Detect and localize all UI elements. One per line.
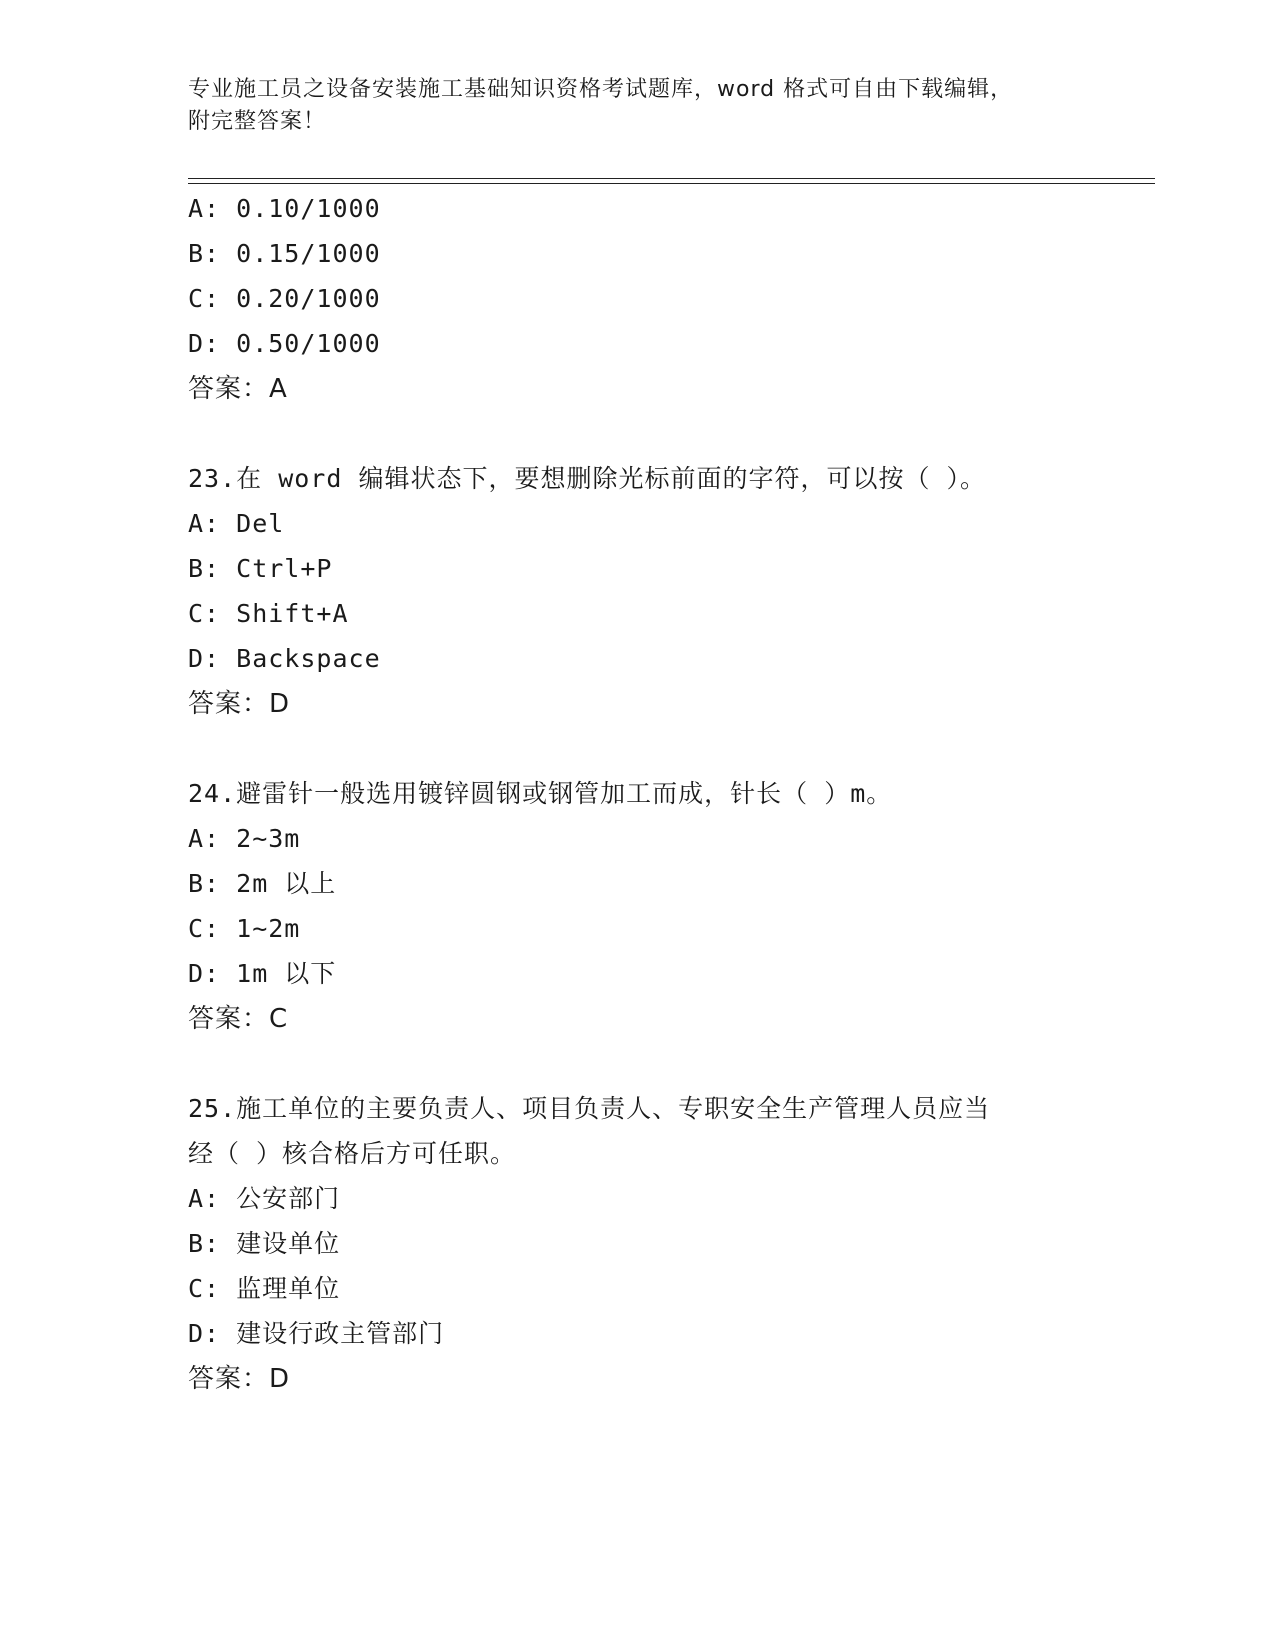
q24-option-d: D: 1m 以下 xyxy=(188,959,337,988)
q25-question-line-2: 经（ ）核合格后方可任职。 xyxy=(188,1139,517,1168)
q23-option-c: C: Shift+A xyxy=(188,599,349,628)
q22-option-d: D: 0.50/1000 xyxy=(188,329,381,358)
q25-question-line-1: 25.施工单位的主要负责人、项目负责人、专职安全生产管理人员应当 xyxy=(188,1094,991,1123)
q24-question: 24.避雷针一般选用镀锌圆钢或钢管加工而成，针长（ ）m。 xyxy=(188,779,893,808)
q25-option-c: C: 监理单位 xyxy=(188,1274,341,1303)
q22-option-a: A: 0.10/1000 xyxy=(188,194,381,223)
q25-option-b: B: 建设单位 xyxy=(188,1229,341,1258)
q22-option-c: C: 0.20/1000 xyxy=(188,284,381,313)
q24-option-b: B: 2m 以上 xyxy=(188,869,337,898)
q22-answer: 答案：A xyxy=(188,374,288,404)
q24-option-a: A: 2~3m xyxy=(188,824,301,853)
header-line-1: 专业施工员之设备安装施工基础知识资格考试题库，word 格式可自由下载编辑， xyxy=(188,77,1014,102)
q24-answer: 答案：C xyxy=(188,1004,289,1034)
q23-question: 23.在 word 编辑状态下，要想删除光标前面的字符，可以按（ ）。 xyxy=(188,464,987,493)
q23-option-a: A: Del xyxy=(188,509,285,538)
q25-option-d: D: 建设行政主管部门 xyxy=(188,1319,445,1348)
q25-option-a: A: 公安部门 xyxy=(188,1184,341,1213)
q25-answer: 答案：D xyxy=(188,1364,291,1394)
q23-option-b: B: Ctrl+P xyxy=(188,554,333,583)
q23-answer: 答案：D xyxy=(188,689,291,719)
document-header xyxy=(188,74,1088,138)
q23-option-d: D: Backspace xyxy=(188,644,381,673)
q24-option-c: C: 1~2m xyxy=(188,914,301,943)
q22-option-b: B: 0.15/1000 xyxy=(188,239,381,268)
header-rule-bottom xyxy=(188,183,1155,184)
header-rule-top xyxy=(188,178,1155,179)
header-line-2: 附完整答案！ xyxy=(188,109,327,134)
